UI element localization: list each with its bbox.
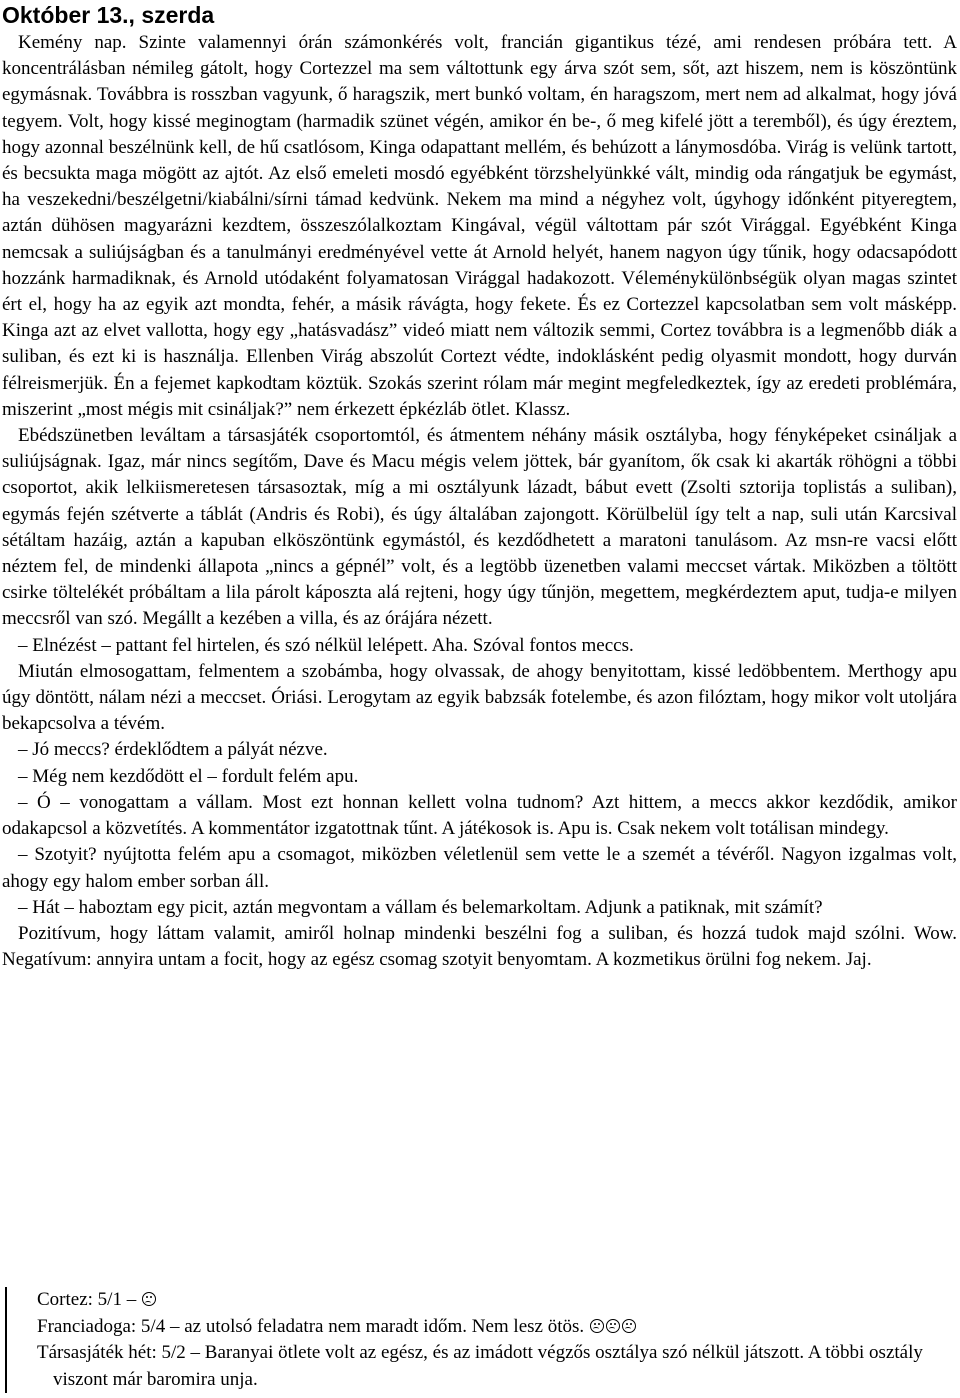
sad-face-icon xyxy=(606,1319,620,1333)
paragraph: Pozitívum, hogy láttam valamit, amiről holnap mindenki beszélni fog a suliban, és hozzá tudok majd szólni. Wow. Negatívum: annyira untam a focit, hogy az egész csomag szotyit benyomtam. A kozmetikus örülni fog nekem. Jaj. xyxy=(2,922,957,971)
summary-text: Franciadoga: 5/4 – az utolsó feladatra nem maradt időm. Nem lesz ötös. xyxy=(37,1315,585,1337)
dialogue-line: – Hát – haboztam egy picit, aztán megvontam a vállam és belemarkoltam. Adjunk a patiknak, mit számít? xyxy=(18,896,823,918)
dialogue-line: – Ó – vonogattam a vállam. Most ezt honnan kellett volna tudnom? Azt hittem, a meccs akkor kezdődik, amikor odakapcsol a közvetítés. A kommentátor izgatottnak tűnt. A játékosok is. Apu is. Csak nekem volt totálisan mindegy. xyxy=(2,791,957,840)
summary-line-cortez xyxy=(37,1287,955,1314)
diary-date-heading: Október 13., szerda xyxy=(2,2,215,28)
document-page xyxy=(2,0,957,973)
dialogue-line: – Elnézést – pattant fel hirtelen, és szó nélkül lelépett. Aha. Szóval fontos meccs. xyxy=(18,634,634,656)
grade-summary-box xyxy=(5,1287,955,1393)
sad-face-icon xyxy=(142,1292,156,1306)
summary-line-french xyxy=(37,1314,955,1341)
summary-text: Cortez: 5/1 – xyxy=(37,1289,137,1310)
dialogue-line: – Jó meccs? érdeklődtem a pályát nézve. xyxy=(18,739,328,761)
sad-face-icon xyxy=(622,1319,636,1333)
sad-face-icon xyxy=(590,1319,604,1333)
paragraph: Kemény nap. Szinte valamennyi órán számonkérés volt, francián gigantikus tézé, ami rendesen próbára tett. A koncentrálásban némileg gátolt, hogy Cortezzel ma sem váltottunk egy árva szót sem, sőt, azt hiszem, nem is köszöntünk egymásnak. Továbbra is rosszban vagyunk, ő haragszik, mert bunkó voltam, én haragszom, mert nem ad alkalmat, hogy jóvá tegyem. Volt, hogy kissé meginogtam (harmadik szünet végén, amikor én be-, ő meg kifelé jött a teremből), és úgy éreztem, hogy azonnal beszélnünk kell, de hű csatlósom, Kinga odapattant mellém, és behúzott a lánymosdóba. Virág is velünk tartott, és becsukta maga mögött az ajtót. Az első emeleti mosdó egyébként törzshelyünkké vált, mindig oda rángatjuk be egymást, ha veszekedni/beszélgetni/kiabálni/sírni támad kedvünk. Nekem ma mind a négyhez volt, úgyhogy időnként pityeregtem, aztán dühösen magyarázni kezdtem, összeszólalkoztam Kingával, végül váltottam pár szót Virággal. Egyébként Kinga nemcsak a suliújságban és a tanulmányi eredményével vette át Arnold helyét, hanem nagyon úgy tűnik, hogy odacsapódott hozzánk harmadiknak, és Arnold utódaként folyamatosan Virággal hadakozott. Véleménykülönbségük olyan magas szintet ért el, hogy ha az egyik azt mondta, fehér, a másik rávágta, hogy fekete. És ez Cortezzel kapcsolatban sem volt másképp. Kinga azt az elvet vallotta, hogy egy „hatásvadász” videó miatt nem változik semmi, Cortez továbbra is a legmenőbb diák a suliban, és ezt ki is használja. Ellenben Virág abszolút Cortezt védte, indoklásként pedig olyasmit mondott, hogy durván félreismerjük. Én a fejemet kapkodtam köztük. Szokás szerint rólam már megint megfeledkeztek, így az eredeti problémára, miszerint „most mégis mit csináljak?” nem érkezett épkézláb ötlet. Klassz. xyxy=(2,32,957,420)
dialogue-line: – Szotyit? nyújtotta felém apu a csomagot, miközben véletlenül sem vette le a szemét a tévéről. Nagyon izgalmas volt, ahogy egy halom ember sorban áll. xyxy=(2,844,957,892)
diary-body xyxy=(2,30,957,973)
dialogue-line: – Még nem kezdődött el – fordult felém apu. xyxy=(18,765,359,787)
paragraph: Ebédszünetben leváltam a társasjáték csoportomtól, és átmentem néhány másik osztályba, hogy fényképeket csináljak a suliújságnak. Igaz, már nincs segítőm, Dave és Macu mégis velem jöttek, bár gyanítom, ők csak ki akarták röhögni a többi csoportot, akik lelkiismeretesen társasoztak, míg a mi osztályunk lázadt, bábut evett (Zsolti sztorija toplistás a suliban), egymás fején szétverte a táblát (Andris és Robi), és úgy általában zajongott. Körülbelül így telt a nap, suli után Karcsival sétáltam hazáig, aztán a kapuban elköszöntünk egymástól, és kezdődhetett a maratoni tanulásom. Az msn-re vacsi előtt néztem fel, de mindenki állapota „nincs a gépnél” volt, és a legtöbb üzenetben valami meccset vártak. Miközben a töltött csirke töltelékét próbáltam a lila párolt káposzta alá rejteni, hogy úgy tűnjön, megettem, megkérdeztem aput, tudja-e milyen meccsről van szó. Megállt a kezében a villa, és az órájára nézett. xyxy=(2,425,957,630)
summary-line-boardgame: Társasjáték hét: 5/2 – Baranyai ötlete volt az egész, és az imádott végzős osztálya szó nélkül játszott. A többi osztály viszont már baromira unja. xyxy=(37,1342,923,1390)
paragraph: Miután elmosogattam, felmentem a szobámba, hogy olvassak, de ahogy benyitottam, kissé ledöbbentem. Merthogy apu úgy döntött, nálam nézi a meccset. Óriási. Lerogytam az egyik babzsák fotelembe, és azon filóztam, hogy mikor volt utoljára bekapcsolva a tévém. xyxy=(2,660,957,735)
